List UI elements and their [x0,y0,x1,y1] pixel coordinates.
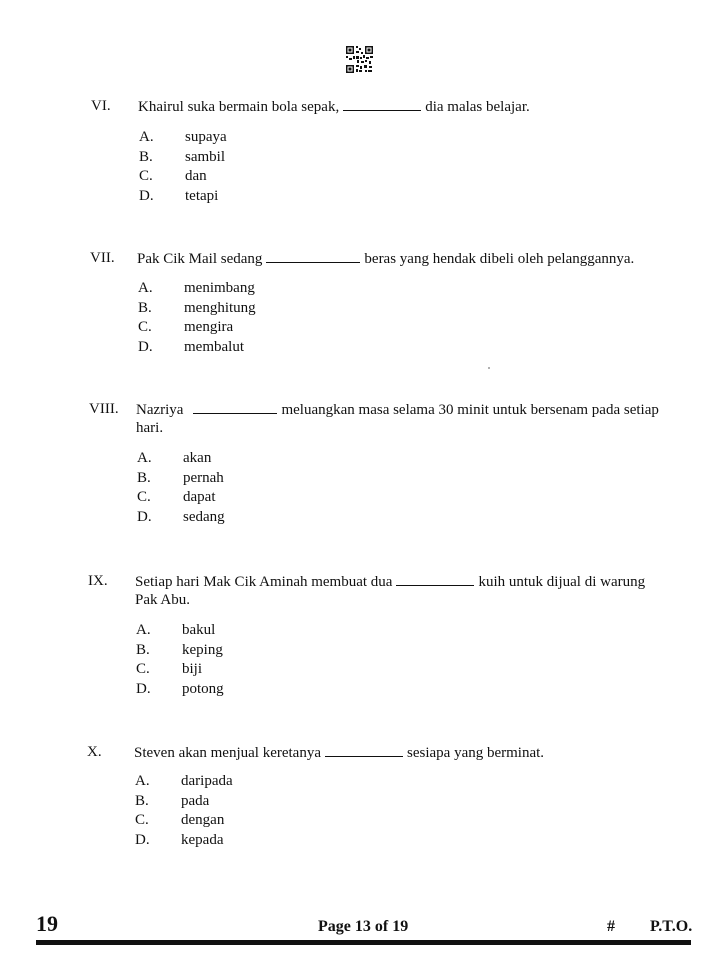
stray-mark [488,367,490,369]
question-8 [89,400,699,442]
option-d[interactable]: D. sedang [137,508,225,525]
question-stem: Nazriya meluangkan masa selama 30 minit untuk bersenam pada setiap [136,402,659,418]
option-b[interactable]: B. pada [135,792,210,809]
question-stem: Khairul suka bermain bola sepak, dia malas belajar. [138,99,530,115]
option-c[interactable]: C. mengira [138,319,234,336]
question-stem: Steven akan menjual keretanya sesiapa yang berminat. [134,745,545,761]
options-7 [138,279,338,357]
option-d[interactable]: D. potong [136,680,224,697]
options-9 [136,621,336,699]
qr-code-icon [345,45,374,74]
option-b[interactable]: B. sambil [139,148,225,165]
question-stem-line2: hari. [136,420,164,436]
question-number: VI. [91,98,111,114]
options-10 [135,772,335,850]
pto-label: P.T.O. [650,918,693,935]
question-6 [91,97,691,119]
footer-rule [36,940,691,945]
option-a[interactable]: A. bakul [136,622,216,638]
options-6 [139,128,339,206]
answer-blank [193,400,277,414]
option-a[interactable]: A. akan [137,450,212,466]
option-c[interactable]: C. dengan [135,812,225,829]
question-10 [87,743,687,765]
option-d[interactable]: D. tetapi [139,187,219,204]
question-7 [90,249,700,271]
question-number: VIII. [89,401,119,417]
question-stem: Pak Cik Mail sedang beras yang hendak dibeli oleh pelanggannya. [137,251,635,267]
option-c[interactable]: C. dan [139,168,207,185]
hash-mark: # [607,918,615,935]
option-c[interactable]: C. biji [136,661,203,678]
answer-blank [266,249,360,263]
question-9 [88,572,698,614]
option-d[interactable]: D. membalut [138,338,244,355]
option-b[interactable]: B. pernah [137,469,224,486]
option-a[interactable]: A. supaya [139,129,227,145]
question-number: X. [87,744,102,760]
option-d[interactable]: D. kepada [135,831,224,848]
page-indicator: Page 13 of 19 [318,918,409,935]
question-number: IX. [88,573,108,589]
option-b[interactable]: B. keping [136,641,223,658]
question-stem: Setiap hari Mak Cik Aminah membuat dua kuih untuk dijual di warung [135,574,646,590]
option-a[interactable]: A. daripada [135,773,233,789]
question-stem-line2: Pak Abu. [135,592,191,608]
options-8 [137,449,337,527]
option-b[interactable]: B. menghitung [138,299,256,316]
answer-blank [325,743,403,757]
option-c[interactable]: C. dapat [137,489,216,506]
question-number: VII. [90,250,115,266]
answer-blank [396,572,474,586]
option-a[interactable]: A. menimbang [138,280,255,296]
answer-blank [343,97,421,111]
sheet-number: 19 [36,911,58,936]
